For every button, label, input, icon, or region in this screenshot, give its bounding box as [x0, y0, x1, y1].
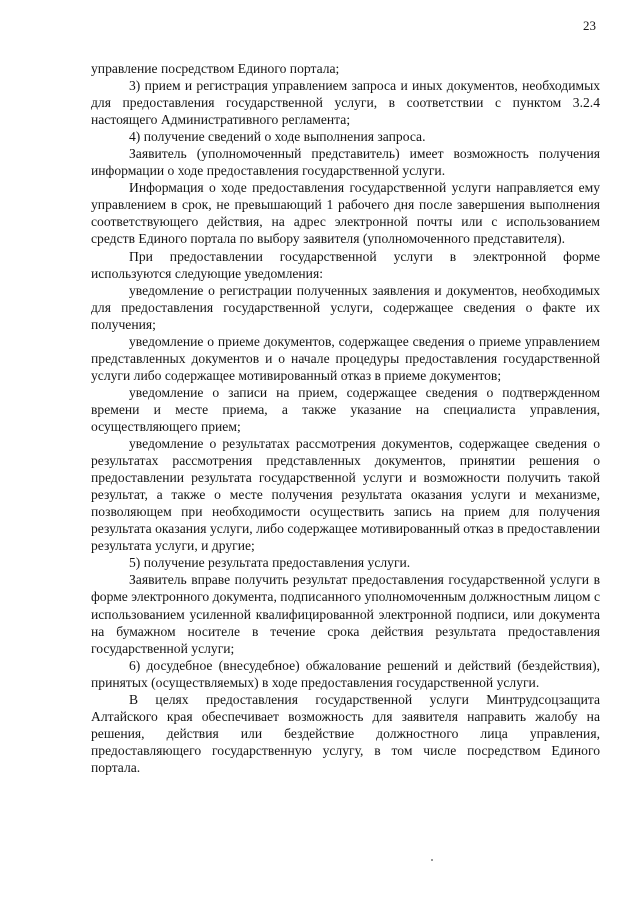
- paragraph-5: Информация о ходе предоставления государственной услуги направляется ему управлением в срок, не превышающий 1 рабочего дня после завершения выполнения соответствующего действия, на адрес электронной почты или с использованием средств Единого портала по выбору заявителя (уполномоченного представителя).: [91, 180, 600, 247]
- paragraph-9: уведомление о записи на прием, содержащее сведения о подтвержденном времени и месте приема, а также указание на специалиста управления, осуществляющего прием;: [91, 384, 600, 434]
- document-body: [91, 60, 600, 776]
- paragraph-4: Заявитель (уполномоченный представитель) имеет возможность получения информации о ходе предоставления государственной услуги.: [91, 146, 600, 179]
- paragraph-3: 4) получение сведений о ходе выполнения запроса.: [129, 129, 426, 145]
- paragraph-2: 3) прием и регистрация управлением запроса и иных документов, необходимых для предоставления государственной услуги, в соответствии с пунктом 3.2.4 настоящего Административного регламента;: [91, 78, 600, 128]
- scan-speck: [431, 859, 433, 861]
- paragraph-7: уведомление о регистрации полученных заявления и документов, необходимых для предоставления государственной услуги, содержащее сведения о факте их получения;: [91, 282, 600, 332]
- paragraph-6: При предоставлении государственной услуги в электронной форме используются следующие уведомления:: [91, 248, 600, 281]
- paragraph-11: 5) получение результата предоставления услуги.: [129, 555, 411, 571]
- paragraph-8: уведомление о приеме документов, содержащее сведения о приеме управлением представленных документов и о начале процедуры предоставления государственной услуги либо содержащее мотивированный отказ в приеме документов;: [91, 333, 600, 383]
- paragraph-12: Заявитель вправе получить результат предоставления государственной услуги в форме электронного документа, подписанного уполномоченным должностным лицом с использованием усиленной квалифицированной электронной подписи, или документа на бумажном носителе в течение срока действия результата предоставления государственной услуги;: [91, 572, 600, 656]
- paragraph-1: управление посредством Единого портала;: [91, 61, 340, 76]
- paragraph-10: уведомление о результатах рассмотрения документов, содержащее сведения о результатах рассмотрения представленных документов, принятии решения о предоставлении результата государственной услуги и возможности получить такой результат, а также о месте получения результата оказания услуги и механизме, позволяющем при необходимости осуществить запись на прием для получения результата оказания услуги, либо содержащее мотивированный отказ в предоставлении результата услуги, и другие;: [91, 436, 600, 554]
- paragraph-14: В целях предоставления государственной услуги Минтрудсоцзащита Алтайского края обеспечивает возможность для заявителя направить жалобу на решения, действия или бездействие должностного лица управления, предоставляющего государственную услугу, в том числе посредством Единого портала.: [91, 691, 600, 775]
- page-number: 23: [583, 18, 596, 33]
- paragraph-13: 6) досудебное (внесудебное) обжалование решений и действий (бездействия), принятых (осуществляемых) в ходе предоставления государственной услуги.: [91, 657, 600, 690]
